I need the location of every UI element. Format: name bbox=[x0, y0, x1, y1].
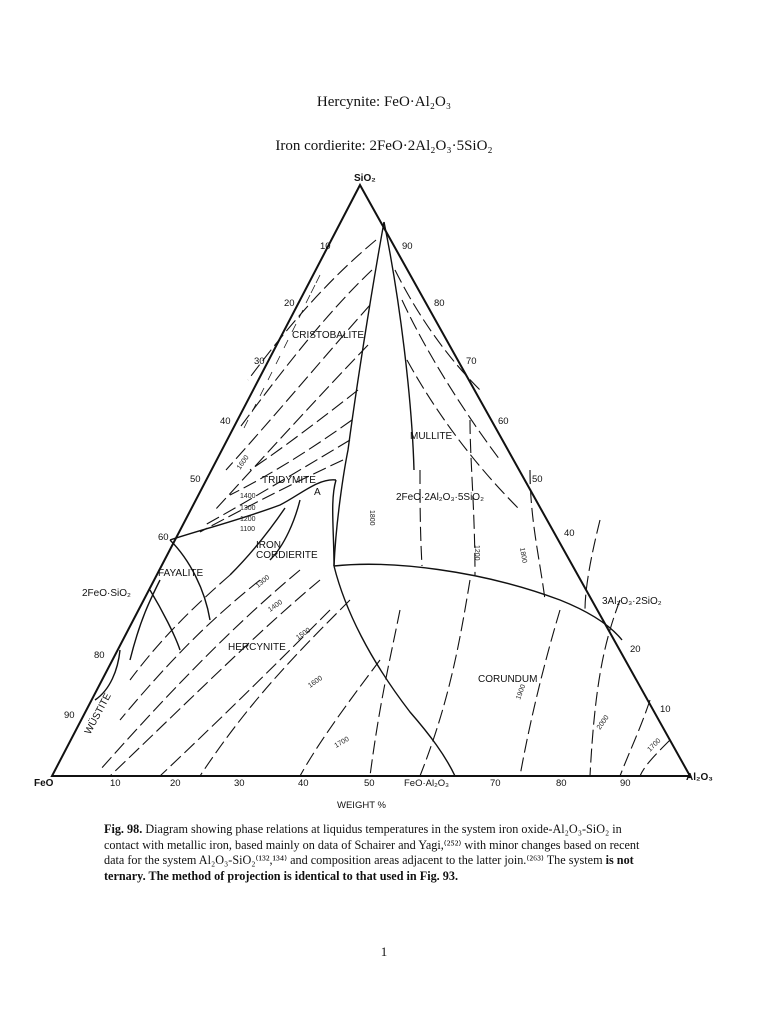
bottom-compound-label: FeO·Al₂O₃ bbox=[404, 778, 450, 789]
bottom-tick-label: 70 bbox=[490, 778, 501, 789]
left-tick-label: 20 bbox=[284, 298, 295, 309]
isotherm-label: 1600 bbox=[307, 674, 324, 690]
left-tick-label: 60 bbox=[158, 532, 169, 543]
cordierite-formula: Iron cordierite: 2FeO·2Al₂O₃·5SiO₂ bbox=[275, 138, 493, 154]
left-tick-label: 80 bbox=[94, 650, 105, 661]
page-number: 1 bbox=[380, 944, 388, 959]
left-tick-label: 90 bbox=[64, 710, 75, 721]
bottom-tick-label: 30 bbox=[234, 778, 245, 789]
corner-label-feo: FeO bbox=[34, 778, 54, 789]
right-tick-label: 60 bbox=[498, 416, 509, 427]
right-tick-label: 50 bbox=[532, 474, 543, 485]
isotherm-label: 1800 bbox=[518, 547, 528, 564]
point-a-label: A bbox=[314, 487, 321, 498]
isotherm-label: 1300 bbox=[254, 574, 272, 590]
bottom-tick-label: 40 bbox=[298, 778, 309, 789]
caption-text: Diagram showing phase relations at liquidus temperatures in the system iron oxide-Al₂O₃-SiO₂ in contact with metallic iron, based mainly on data of Schairer and Yagi,⁽²⁵²⁾ with minor changes based on recent data for the system Al₂O₃-SiO₂⁽¹³²,¹³⁴⁾ and composition areas adjacent to the latter join.⁽²⁶³⁾ The system bbox=[104, 822, 640, 868]
phase-label-cristobalite: CRISTOBALITE bbox=[292, 330, 365, 341]
hercynite-formula: Hercynite: FeO·Al₂O₃ bbox=[316, 94, 452, 110]
left-tick-label: 30 bbox=[254, 356, 265, 367]
caption-emphasis: is not ternary. The method of projection is identical to that used in Fig. 93. bbox=[104, 853, 634, 883]
left-tick-label: 10 bbox=[320, 241, 331, 252]
isotherm-label: 1800 bbox=[368, 510, 375, 526]
bottom-tick-label: 50 bbox=[364, 778, 375, 789]
mullite-compound-label: 3Al₂O₃·2SiO₂ bbox=[602, 596, 662, 607]
isotherm-label: 2000 bbox=[595, 714, 611, 732]
isotherm-label: 1400 bbox=[240, 493, 256, 500]
left-tick-label: 50 bbox=[190, 474, 201, 485]
isotherm-label: 1700 bbox=[333, 735, 351, 750]
phase-label-corundum: CORUNDUM bbox=[478, 674, 538, 685]
isotherm-label: 1200 bbox=[473, 545, 480, 561]
isotherm-label: 1500 bbox=[295, 626, 312, 642]
phase-label-iron: IRON bbox=[256, 540, 281, 551]
bottom-tick-label: 90 bbox=[620, 778, 631, 789]
fayalite-formula-label: 2FeO·SiO₂ bbox=[82, 588, 131, 599]
isotherm-label: 1100 bbox=[240, 526, 256, 533]
right-tick-label: 90 bbox=[402, 241, 413, 252]
phase-label-hercynite: HERCYNITE bbox=[228, 642, 286, 653]
phase-label-wustite: WÜSTITE bbox=[82, 691, 114, 737]
right-tick-label: 40 bbox=[564, 528, 575, 539]
mullite-formula-label: 2FeO·2Al₂O₃·5SiO₂ bbox=[396, 492, 484, 503]
corner-label-sio2: SiO₂ bbox=[354, 173, 376, 184]
isotherm-label: 1900 bbox=[515, 683, 528, 701]
isotherm-label: 1400 bbox=[267, 598, 284, 614]
phase-label-tridymite: TRIDYMITE bbox=[262, 475, 316, 486]
figure-caption bbox=[104, 822, 644, 884]
right-tick-label: 20 bbox=[630, 644, 641, 655]
figure-number: Fig. 98. bbox=[104, 822, 143, 836]
isotherm-label: 1300 bbox=[240, 505, 256, 512]
phase-boundaries bbox=[95, 222, 622, 776]
left-tick-label: 40 bbox=[220, 416, 231, 427]
right-tick-label: 80 bbox=[434, 298, 445, 309]
phase-label-mullite: MULLITE bbox=[410, 431, 453, 442]
axis-label-weight: WEIGHT % bbox=[337, 800, 386, 811]
right-tick-label: 70 bbox=[466, 356, 477, 367]
isotherm-label: 1200 bbox=[240, 516, 256, 523]
isotherm-label: 1600 bbox=[235, 454, 251, 472]
bottom-tick-label: 10 bbox=[110, 778, 121, 789]
phase-label-fayalite: FAYALITE bbox=[158, 568, 204, 579]
isotherm-label: 1700 bbox=[646, 737, 663, 754]
corner-label-al2o3: Al₂O₃ bbox=[686, 772, 713, 783]
phase-label-cordierite: CORDIERITE bbox=[256, 550, 318, 561]
right-tick-label: 10 bbox=[660, 704, 671, 715]
isotherm-lines bbox=[100, 240, 670, 776]
cristobalite-hatching bbox=[244, 275, 320, 428]
bottom-tick-label: 20 bbox=[170, 778, 181, 789]
bottom-tick-label: 80 bbox=[556, 778, 567, 789]
